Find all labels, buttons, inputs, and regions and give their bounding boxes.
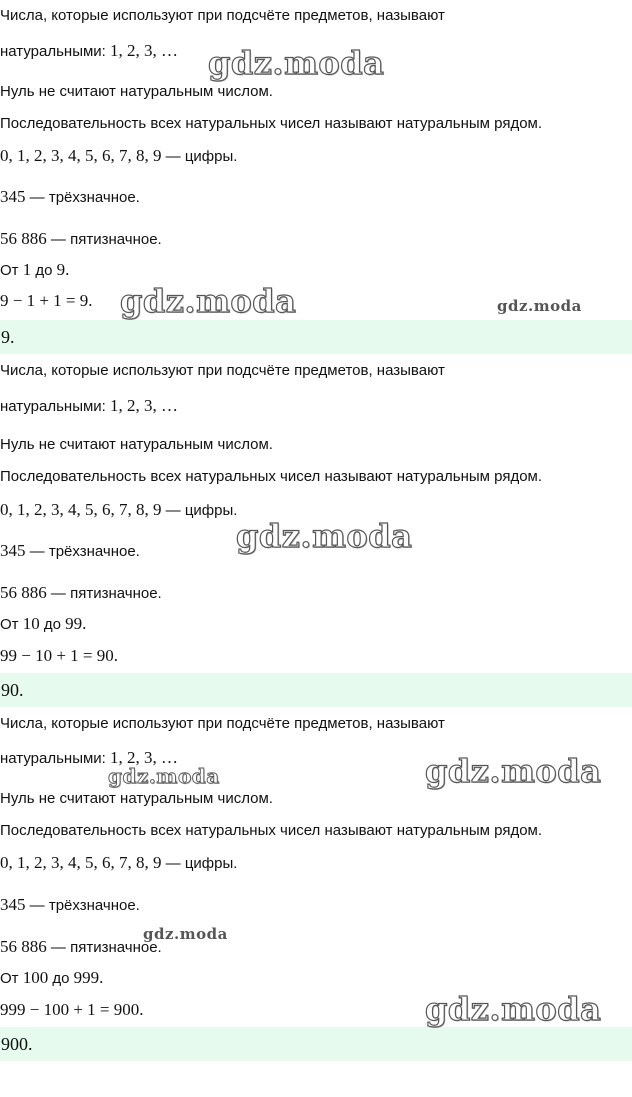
range-to-label: до <box>48 970 74 987</box>
definition-label: натуральными: <box>0 398 111 415</box>
definition-line-1: Числа, которые используют при подсчёте предметов, называют <box>0 715 445 732</box>
answer-box: 900. <box>0 1027 632 1061</box>
range-line <box>0 260 69 281</box>
watermark: gdz.moda <box>108 764 220 788</box>
range-from: 1 <box>22 260 32 279</box>
watermark: gdz.moda <box>143 925 228 943</box>
watermark: gdz.moda <box>497 297 582 315</box>
watermark: gdz.moda <box>425 990 602 1028</box>
digits-math: 0, 1, 2, 3, 4, 5, 6, 7, 8, 9 <box>0 853 162 872</box>
range-line <box>0 614 86 635</box>
example-three-digit <box>0 541 140 562</box>
natural-numbers-math: 1, 2, 3, … <box>110 41 179 60</box>
range-to-label: до <box>31 262 57 279</box>
formula-line: 999 − 100 + 1 = 900. <box>0 1000 144 1019</box>
zero-note: Нуль не считают натуральным числом. <box>0 436 273 453</box>
digits-line <box>0 500 237 521</box>
example-three-digit-text: — трёхзначное. <box>25 543 140 560</box>
range-end: . <box>65 260 70 279</box>
definition-line-1: Числа, которые используют при подсчёте предметов, называют <box>0 362 445 379</box>
digits-text: — цифры. <box>161 148 238 165</box>
digits-math: 0, 1, 2, 3, 4, 5, 6, 7, 8, 9 <box>0 500 162 519</box>
example-three-digit <box>0 895 140 916</box>
example-five-digit-math: 56 886 <box>0 229 47 248</box>
example-three-digit-math: 345 <box>0 541 26 560</box>
digits-text: — цифры. <box>161 855 238 872</box>
example-five-digit <box>0 937 162 958</box>
sequence-note: Последовательность всех натуральных чисел называют натуральным рядом. <box>0 822 543 839</box>
sequence-note: Последовательность всех натуральных чисел называют натуральным рядом. <box>0 115 543 132</box>
range-line <box>0 968 103 989</box>
definition-label: натуральными: <box>0 43 111 60</box>
range-from: 10 <box>22 614 40 633</box>
range-from: 100 <box>22 968 49 987</box>
range-to: 999 <box>73 968 100 987</box>
range-from-label: От <box>0 262 23 279</box>
example-five-digit <box>0 583 162 604</box>
definition-line-2 <box>0 396 178 417</box>
example-three-digit-math: 345 <box>0 187 26 206</box>
example-five-digit-math: 56 886 <box>0 937 47 956</box>
digits-line <box>0 853 237 874</box>
example-five-digit-text: — пятизначное. <box>46 939 162 956</box>
example-five-digit-math: 56 886 <box>0 583 47 602</box>
example-three-digit-math: 345 <box>0 895 26 914</box>
example-five-digit <box>0 229 162 250</box>
watermark: gdz.moda <box>236 517 413 555</box>
range-to: 99 <box>65 614 83 633</box>
example-three-digit-text: — трёхзначное. <box>25 897 140 914</box>
example-five-digit-text: — пятизначное. <box>46 585 162 602</box>
definition-line-2 <box>0 41 178 62</box>
natural-numbers-math: 1, 2, 3, … <box>110 396 179 415</box>
digits-line <box>0 146 237 167</box>
watermark: gdz.moda <box>120 282 297 320</box>
zero-note: Нуль не считают натуральным числом. <box>0 790 273 807</box>
example-five-digit-text: — пятизначное. <box>46 231 162 248</box>
formula-line: 99 − 10 + 1 = 90. <box>0 646 119 665</box>
sequence-note: Последовательность всех натуральных чисел называют натуральным рядом. <box>0 468 543 485</box>
answer-box: 9. <box>0 320 632 354</box>
range-end: . <box>99 968 104 987</box>
range-from-label: От <box>0 970 23 987</box>
range-from-label: От <box>0 616 23 633</box>
zero-note: Нуль не считают натуральным числом. <box>0 83 273 100</box>
digits-text: — цифры. <box>161 502 238 519</box>
digits-math: 0, 1, 2, 3, 4, 5, 6, 7, 8, 9 <box>0 146 162 165</box>
range-to: 9 <box>56 260 66 279</box>
example-three-digit-text: — трёхзначное. <box>25 189 140 206</box>
natural-numbers-math: 1, 2, 3, … <box>110 748 179 767</box>
definition-line-1: Числа, которые используют при подсчёте предметов, называют <box>0 7 445 24</box>
watermark: gdz.moda <box>208 44 385 82</box>
definition-label: натуральными: <box>0 750 111 767</box>
range-end: . <box>82 614 87 633</box>
formula-line: 9 − 1 + 1 = 9. <box>0 291 93 310</box>
range-to-label: до <box>39 616 66 633</box>
example-three-digit <box>0 187 140 208</box>
answer-box: 90. <box>0 673 632 707</box>
watermark: gdz.moda <box>425 752 602 790</box>
